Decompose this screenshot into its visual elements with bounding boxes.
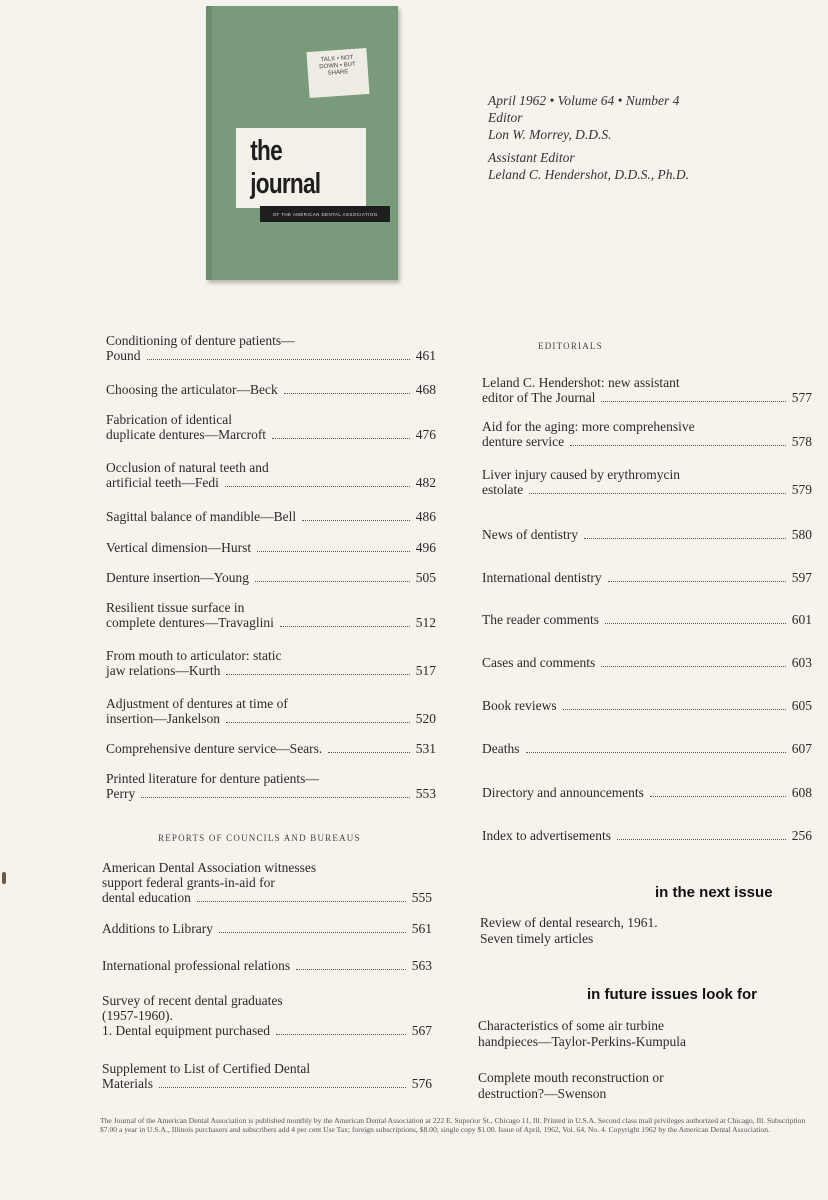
- editorial-entry-row: [482, 655, 812, 670]
- article-entry-title: Vertical dimension—Hurst: [106, 540, 252, 555]
- editorial-entry-title: Deaths: [482, 741, 520, 756]
- editorial-entry-page: 603: [791, 655, 812, 670]
- article-entry: [106, 570, 436, 585]
- article-entry-page: 520: [415, 711, 436, 726]
- article-entry-row: [106, 427, 436, 442]
- report-entry-row: [102, 1023, 432, 1038]
- editorial-entry-title: Book reviews: [482, 698, 557, 713]
- article-entry-row: [106, 615, 436, 630]
- article-entry-title: Choosing the articulator—Beck: [106, 382, 278, 397]
- article-entry: [106, 741, 436, 756]
- editorial-entry-row: [482, 482, 812, 497]
- dot-leader: [601, 666, 786, 667]
- article-entry: [106, 771, 436, 801]
- article-entry-page: 512: [415, 615, 436, 630]
- article-entry: [106, 600, 436, 630]
- report-entry-row: [102, 921, 432, 936]
- article-entry-line: Conditioning of denture patients—: [106, 333, 295, 348]
- article-entry-row: [106, 741, 436, 756]
- article-entry: [106, 540, 436, 555]
- editorial-entry-page: 597: [791, 570, 812, 585]
- article-entry-line: Adjustment of dentures at time of: [106, 696, 288, 711]
- editorial-entry-row: [482, 785, 812, 800]
- dot-leader: [197, 901, 406, 902]
- dot-leader: [219, 932, 406, 933]
- article-entry-title: insertion—Jankelson: [106, 711, 220, 726]
- cover-title: the journal: [250, 135, 321, 200]
- article-entry-title: Perry: [106, 786, 136, 801]
- issue-line: April 1962 • Volume 64 • Number 4: [488, 93, 680, 108]
- editorial-entry-title: estolate: [482, 482, 524, 497]
- cover-band: OF THE AMERICAN DENTAL ASSOCIATION: [260, 206, 390, 222]
- article-entry-row: [106, 382, 436, 397]
- article-entry-title: Denture insertion—Young: [106, 570, 249, 585]
- editorial-entry-title: Directory and announcements: [482, 785, 644, 800]
- article-entry-title: duplicate dentures—Marcroft: [106, 427, 267, 442]
- article-entry-page: 517: [415, 663, 436, 678]
- editorial-entry-row: [482, 527, 812, 542]
- future-item-2-line-1: Complete mouth reconstruction or: [478, 1070, 664, 1085]
- article-entry-row: [106, 475, 436, 490]
- dot-leader: [617, 839, 786, 840]
- dot-leader: [605, 623, 786, 624]
- editorial-entry: [482, 655, 812, 670]
- dot-leader: [257, 551, 410, 552]
- article-entry-page: 486: [415, 509, 436, 524]
- article-entry-page: 496: [415, 540, 436, 555]
- article-entry-page: 482: [415, 475, 436, 490]
- article-entry-title: Sagittal balance of mandible—Bell: [106, 509, 297, 524]
- editorial-entry-line: Leland C. Hendershot: new assistant: [482, 375, 680, 390]
- editorial-entry-row: [482, 390, 812, 405]
- article-entry-line: Printed literature for denture patients—: [106, 771, 319, 786]
- editorials-heading: EDITORIALS: [538, 341, 603, 351]
- dot-leader: [601, 401, 785, 402]
- report-entry-page: 576: [411, 1076, 432, 1091]
- article-entry-line: Fabrication of identical: [106, 412, 232, 427]
- dot-leader: [650, 796, 786, 797]
- dot-leader: [255, 581, 410, 582]
- article-entry-row: [106, 711, 436, 726]
- editorial-entry-row: [482, 570, 812, 585]
- article-entry-title: artificial teeth—Fedi: [106, 475, 219, 490]
- dot-leader: [225, 486, 410, 487]
- editorial-entry-page: 577: [791, 390, 812, 405]
- dot-leader: [276, 1034, 406, 1035]
- article-entry-title: Pound: [106, 348, 141, 363]
- editorial-entry-line: Aid for the aging: more comprehensive: [482, 419, 695, 434]
- report-entry-page: 563: [411, 958, 432, 973]
- article-entry-line: Resilient tissue surface in: [106, 600, 245, 615]
- article-entry-title: jaw relations—Kurth: [106, 663, 221, 678]
- report-entry-line: (1957-1960).: [102, 1008, 173, 1023]
- editor-label: Editor: [488, 110, 523, 125]
- article-entry: [106, 460, 436, 490]
- report-entry: [102, 921, 432, 936]
- editorial-entry-page: 578: [791, 434, 812, 449]
- report-entry-title: Additions to Library: [102, 921, 213, 936]
- article-entry: [106, 382, 436, 397]
- article-entry-page: 531: [415, 741, 436, 756]
- article-entry-page: 476: [415, 427, 436, 442]
- article-entry-page: 468: [415, 382, 436, 397]
- article-entry: [106, 412, 436, 442]
- editorial-entry: [482, 741, 812, 756]
- editor-name: Lon W. Morrey, D.D.S.: [488, 127, 612, 142]
- article-entry-page: 553: [415, 786, 436, 801]
- editorial-entry-page: 601: [791, 612, 812, 627]
- assistant-editor-label: Assistant Editor: [488, 150, 575, 165]
- report-entry-row: [102, 958, 432, 973]
- future-item-2-line-2: destruction?—Swenson: [478, 1086, 607, 1101]
- next-issue-line-1: Review of dental research, 1961.: [480, 915, 658, 930]
- next-issue-heading: in the next issue: [655, 884, 773, 901]
- editorial-entry: [482, 527, 812, 542]
- dot-leader: [280, 626, 410, 627]
- editorial-entry-row: [482, 741, 812, 756]
- journal-cover-image: [206, 6, 398, 280]
- report-entry-title: International professional relations: [102, 958, 291, 973]
- article-entry-row: [106, 663, 436, 678]
- editorial-entry-page: 608: [791, 785, 812, 800]
- editorial-entry-line: Liver injury caused by erythromycin: [482, 467, 680, 482]
- dot-leader: [226, 674, 409, 675]
- editorial-entry-title: Cases and comments: [482, 655, 596, 670]
- report-entry: [102, 993, 432, 1038]
- reports-heading: REPORTS OF COUNCILS AND BUREAUS: [158, 833, 361, 843]
- publication-footer: The Journal of the American Dental Association is published monthly by the American Dental Association at 222 E. Superior St., Chicago 11, Ill. Printed in U.S.A. Second class mail privileges authorized at Chicago, Ill. Subscription $7.00 a year in U.S.A., Illinois purchasers and subscribers add 4 per cent Use Tax; foreign subscriptions, $8.00; single copy $1.00. Issue of April, 1962, Vol. 64, No. 4. Copyright 1962 by the American Dental Association.: [100, 1116, 806, 1134]
- dot-leader: [272, 438, 410, 439]
- page-mark: [2, 872, 6, 884]
- article-entry-page: 461: [415, 348, 436, 363]
- next-issue-line-2: Seven timely articles: [480, 931, 594, 946]
- editorial-entry: [482, 785, 812, 800]
- report-entry-row: [102, 1076, 432, 1091]
- article-entry-row: [106, 509, 436, 524]
- editorial-entry: [482, 570, 812, 585]
- report-entry-line: Survey of recent dental graduates: [102, 993, 283, 1008]
- dot-leader: [159, 1087, 406, 1088]
- article-entry: [106, 696, 436, 726]
- report-entry-line: American Dental Association witnesses: [102, 860, 317, 875]
- article-entry-row: [106, 786, 436, 801]
- dot-leader: [563, 709, 786, 710]
- article-entry: [106, 648, 436, 678]
- report-entry: [102, 860, 432, 905]
- editorial-entry: [482, 419, 812, 449]
- article-entry-line: Occlusion of natural teeth and: [106, 460, 269, 475]
- editorial-entry: [482, 698, 812, 713]
- editorial-entry-title: News of dentistry: [482, 527, 578, 542]
- article-entry: [106, 333, 436, 363]
- report-entry: [102, 958, 432, 973]
- report-entry-title: Materials: [102, 1076, 153, 1091]
- dot-leader: [570, 445, 786, 446]
- masthead: [488, 92, 689, 183]
- editorial-entry-title: editor of The Journal: [482, 390, 596, 405]
- editorial-entry-row: [482, 828, 812, 843]
- report-entry-page: 561: [411, 921, 432, 936]
- editorial-entry-row: [482, 698, 812, 713]
- article-entry: [106, 509, 436, 524]
- editorial-entry: [482, 375, 812, 405]
- report-entry-title: 1. Dental equipment purchased: [102, 1023, 270, 1038]
- editorial-entry-row: [482, 434, 812, 449]
- dot-leader: [302, 520, 410, 521]
- report-entry-page: 555: [411, 890, 432, 905]
- article-entry-row: [106, 348, 436, 363]
- editorial-entry-page: 605: [791, 698, 812, 713]
- editorial-entry-title: Index to advertisements: [482, 828, 611, 843]
- dot-leader: [529, 493, 786, 494]
- editorial-entry: [482, 828, 812, 843]
- editorial-entry-title: The reader comments: [482, 612, 599, 627]
- report-entry-page: 567: [411, 1023, 432, 1038]
- article-entry-row: [106, 570, 436, 585]
- future-issues-heading: in future issues look for: [587, 986, 758, 1003]
- cover-card: TALK • NOT DOWN • BUT SHARE: [306, 48, 369, 98]
- editorial-entry-title: International dentistry: [482, 570, 602, 585]
- article-entry-title: complete dentures—Travaglini: [106, 615, 274, 630]
- report-entry-title: dental education: [102, 890, 191, 905]
- dot-leader: [284, 393, 410, 394]
- dot-leader: [608, 581, 786, 582]
- editorial-entry: [482, 467, 812, 497]
- report-entry: [102, 1061, 432, 1091]
- future-item-1-line-1: Characteristics of some air turbine: [478, 1018, 664, 1033]
- editorial-entry-row: [482, 612, 812, 627]
- article-entry-row: [106, 540, 436, 555]
- editorial-entry-page: 579: [791, 482, 812, 497]
- dot-leader: [584, 538, 786, 539]
- cover-title-box: [236, 128, 366, 208]
- editorial-entry-page: 256: [791, 828, 812, 843]
- dot-leader: [147, 359, 410, 360]
- article-entry-page: 505: [415, 570, 436, 585]
- dot-leader: [226, 722, 410, 723]
- future-item-1-line-2: handpieces—Taylor-Perkins-Kumpula: [478, 1034, 686, 1049]
- dot-leader: [526, 752, 786, 753]
- article-entry-line: From mouth to articulator: static: [106, 648, 282, 663]
- report-entry-line: support federal grants-in-aid for: [102, 875, 275, 890]
- editorial-entry: [482, 612, 812, 627]
- report-entry-row: [102, 890, 432, 905]
- editorial-entry-page: 580: [791, 527, 812, 542]
- editorial-entry-page: 607: [791, 741, 812, 756]
- dot-leader: [296, 969, 406, 970]
- editorial-entry-title: denture service: [482, 434, 565, 449]
- article-entry-title: Comprehensive denture service—Sears.: [106, 741, 323, 756]
- dot-leader: [141, 797, 410, 798]
- assistant-editor-name: Leland C. Hendershot, D.D.S., Ph.D.: [488, 167, 689, 182]
- dot-leader: [328, 752, 409, 753]
- report-entry-line: Supplement to List of Certified Dental: [102, 1061, 311, 1076]
